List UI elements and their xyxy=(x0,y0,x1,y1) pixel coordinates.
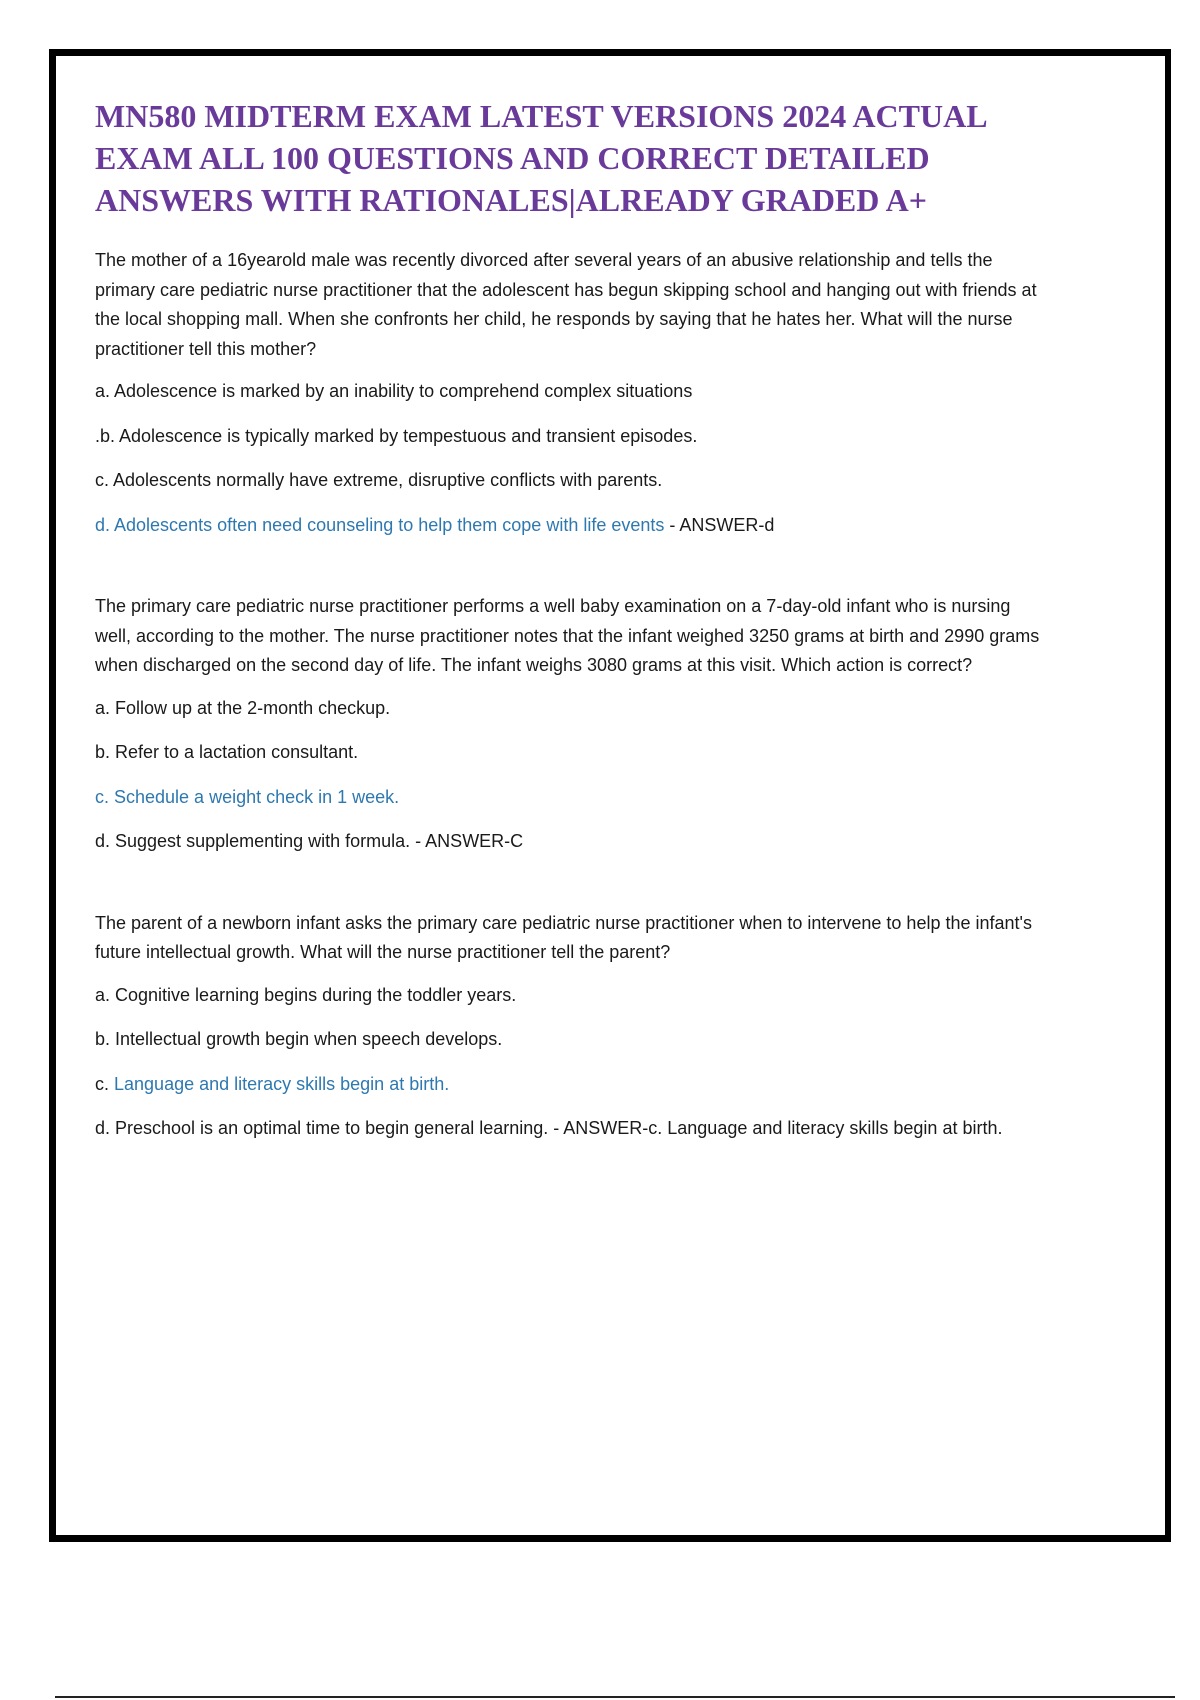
footer-rule xyxy=(55,1696,1175,1698)
option-d xyxy=(95,511,1040,541)
question-2 xyxy=(95,592,1040,857)
correct-answer-highlight: d. Adolescents often need counseling to help them cope with life events xyxy=(95,514,665,535)
option-a: a. Cognitive learning begins during the toddler years. xyxy=(95,984,517,1005)
option-c-correct: c. Schedule a weight check in 1 week. xyxy=(95,786,400,807)
option-c: c. Adolescents normally have extreme, disruptive conflicts with parents. xyxy=(95,470,663,490)
option-a: a. Adolescence is marked by an inability to comprehend complex situations xyxy=(95,381,693,401)
option-d: d. Preschool is an optimal time to begin general learning. - ANSWER-c. Language and literacy skills begin at birth. xyxy=(95,1118,1003,1138)
answer-key: - ANSWER-d xyxy=(664,514,775,535)
question-stem: The mother of a 16yearold male was recently divorced after several years of an abusive relationship and tells the primary care pediatric nurse practitioner that the adolescent has begun skipping school and hanging out with friends at the local shopping mall. When she confronts her child, he responds by saying that he hates her. What will the nurse practitioner tell this mother? xyxy=(95,250,1037,359)
question-1 xyxy=(95,246,1040,540)
question-3 xyxy=(95,909,1040,1144)
option-b: b. Refer to a lactation consultant. xyxy=(95,742,359,762)
question-stem: The primary care pediatric nurse practitioner performs a well baby examination on a 7-day-old infant who is nursing well, according to the mother. The nurse practitioner notes that the infant weighed 3250 grams at birth and 2990 grams when discharged on the second day of life. The infant weighs 3080 grams at this visit. Which action is correct? xyxy=(95,596,1040,675)
option-a: a. Follow up at the 2-month checkup. xyxy=(95,697,391,718)
option-c xyxy=(95,1070,1040,1100)
document-content xyxy=(95,95,1040,1196)
option-d: d. Suggest supplementing with formula. - ANSWER-C xyxy=(95,831,524,851)
question-stem: The parent of a newborn infant asks the primary care pediatric nurse practitioner when to intervene to help the infant's future intellectual growth. What will the nurse practitioner tell the parent? xyxy=(95,912,1032,962)
correct-answer-highlight: Language and literacy skills begin at birth. xyxy=(114,1073,450,1094)
option-b: .b. Adolescence is typically marked by tempestuous and transient episodes. xyxy=(95,425,698,446)
option-letter: c. xyxy=(95,1073,115,1094)
page-title: MN580 MIDTERM EXAM LATEST VERSIONS 2024 ACTUAL EXAM ALL 100 QUESTIONS AND CORRECT DETAILED ANSWERS WITH RATIONALES|ALREADY GRADED A+ xyxy=(95,98,986,218)
option-b: b. Intellectual growth begin when speech develops. xyxy=(95,1029,503,1049)
